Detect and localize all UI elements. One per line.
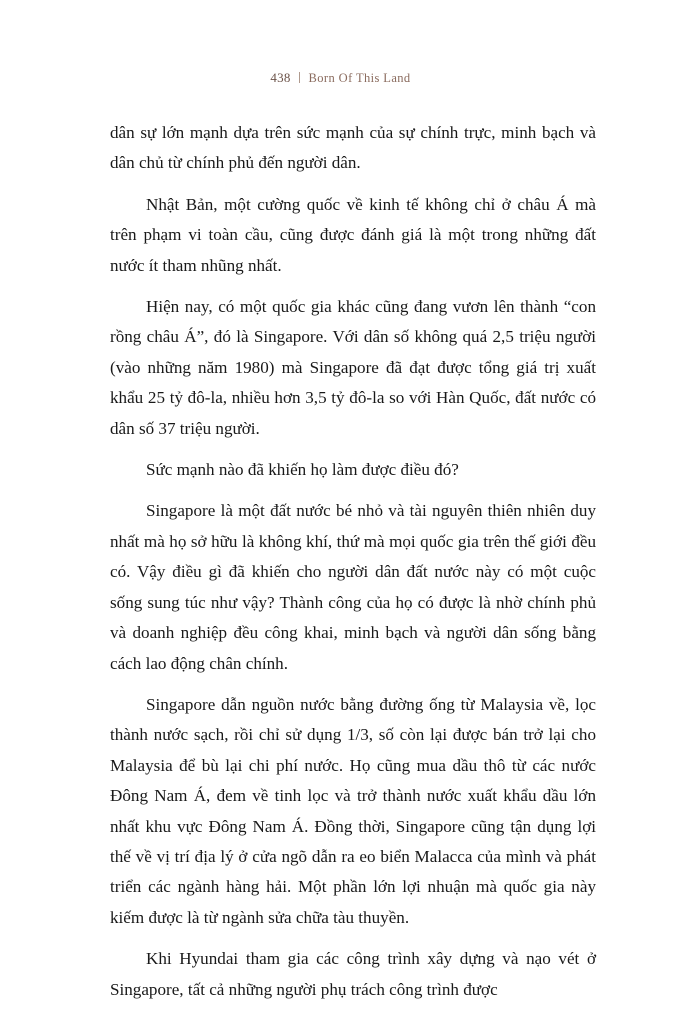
paragraph: Singapore là một đất nước bé nhỏ và tài nguyên thiên nhiên duy nhất mà họ sở hữu là không khí, thứ mà mọi quốc gia trên thế giới đều có. Vậy điều gì đã khiến cho người dân đất nước này có một cuộc sống sung túc như vậy? Thành công của họ có được là nhờ chính phủ và doanh nghiệp đều công khai, minh bạch và người dân sống bằng cách lao động chân chính. <box>110 501 596 673</box>
body-text-block <box>110 118 596 1005</box>
paragraph: Nhật Bản, một cường quốc về kinh tế không chỉ ở châu Á mà trên phạm vi toàn cầu, cũng được đánh giá là một trong những đất nước ít tham nhũng nhất. <box>110 194 596 275</box>
page-number: 438 <box>270 70 291 85</box>
book-title: Born Of This Land <box>308 71 411 85</box>
paragraph: dân sự lớn mạnh dựa trên sức mạnh của sự chính trực, minh bạch và dân chủ từ chính phủ đến người dân. <box>110 123 596 173</box>
running-head <box>0 70 681 86</box>
paragraph: Khi Hyundai tham gia các công trình xây dựng và nạo vét ở Singapore, tất cả những người phụ trách công trình được <box>110 949 596 999</box>
paragraph: Sức mạnh nào đã khiến họ làm được điều đó? <box>146 460 459 480</box>
paragraph: Singapore dẫn nguồn nước bằng đường ống từ Malaysia về, lọc thành nước sạch, rồi chỉ sử dụng 1/3, số còn lại được bán trở lại cho Malaysia để bù lại chi phí nước. Họ cũng mua dầu thô từ các nước Đông Nam Á, đem về tinh lọc và trở thành nước xuất khẩu dầu lớn nhất khu vực Đông Nam Á. Đồng thời, Singapore cũng tận dụng lợi thế về vị trí địa lý ở cửa ngõ dẫn ra eo biển Malacca của mình và phát triển các ngành hàng hải. Một phần lớn lợi nhuận mà quốc gia này kiếm được là từ ngành sửa chữa tàu thuyền. <box>110 694 596 927</box>
running-head-separator <box>299 72 300 83</box>
paragraph: Hiện nay, có một quốc gia khác cũng đang vươn lên thành “con rồng châu Á”, đó là Singapore. Với dân số không quá 2,5 triệu người (vào những năm 1980) mà Singapore đã đạt được tổng giá trị xuất khẩu 25 tỷ đô-la, nhiều hơn 3,5 tỷ đô-la so với Hàn Quốc, đất nước có dân số 37 triệu người. <box>110 297 596 438</box>
